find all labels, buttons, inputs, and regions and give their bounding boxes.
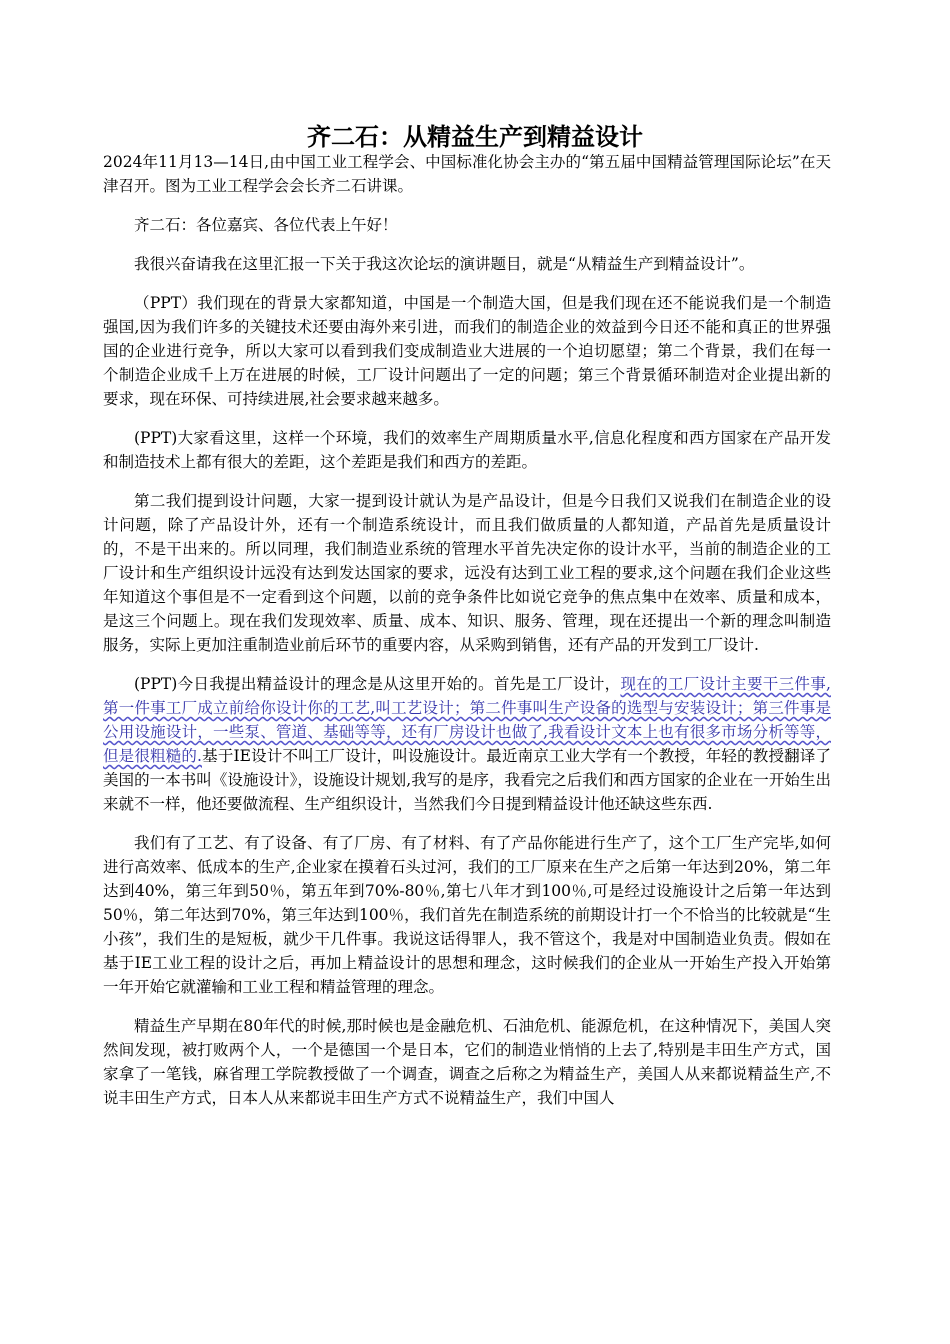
paragraph-design-problem: 第二我们提到设计问题，大家一提到设计就认为是产品设计，但是今日我们又说我们在制造企业的设计问题，除了产品设计外，还有一个制造系统设计，而且我们做质量的人都知道，产品首先是质量设计的，不是干出来的。所以同理，我们制造业系统的管理水平首先决定你的设计水平，当前的制造企业的工厂设计和生产组织设计远没有达到发达国家的要求，远没有达到工业工程的要求,这个问题在我们企业这些年知道这个事但是不一定看到这个问题，以前的竞争条件比如说它竞争的焦点集中在效率、质量和成本，是这三个问题上。现在我们发现效率、质量、成本、知识、服务、管理，现在还提出一个新的理念叫制造服务，实际上更加注重制造业前后环节的重要内容，从采购到销售，还有产品的开发到工厂设计. bbox=[103, 492, 831, 654]
paragraph-background: （PPT）我们现在的背景大家都知道，中国是一个制造大国，但是我们现在还不能说我们是一个制造强国,因为我们许多的关键技术还要由海外来引进，而我们的制造企业的效益到今日还不能和真正的世界强国的企业进行竞争，所以大家可以看到我们变成制造业大进展的一个迫切愿望；第二个背景，我们在每一个制造企业成千上万在进展的时候，工厂设计问题出了一定的问题；第三个背景循环制造对企业提出新的要求，现在环保、可持续进展,社会要求越来越多。 bbox=[103, 294, 831, 408]
highlighted-link-text[interactable]: 现在的工厂设计主要干三件事,第一件事工厂成立前给你设计你的工艺,叫工艺设计；第二件事叫生产设备的选型与安装设计；第三件事是公用设施设计，一些泵、管道、基础等等，还有厂房设计也做了,我看设计文本上也有很多市场分析等等，但是很粗糙的. bbox=[103, 675, 831, 765]
paragraph-intro: 2024年11月13—14日,由中国工业工程学会、中国标准化协会主办的“第五届中国精益管理国际论坛”在天津召开。图为工业工程学会会长齐二石讲课。 bbox=[103, 153, 831, 195]
article-title: 齐二石：从精益生产到精益设计 bbox=[307, 123, 643, 151]
paragraph-greeting: 齐二石：各位嘉宾、各位代表上午好！ bbox=[134, 216, 398, 234]
paragraph-lean-history: 精益生产早期在80年代的时候,那时候也是金融危机、石油危机、能源危机，在这种情况下，美国人突然间发现，被打败两个人，一个是德国一个是日本，它们的制造业悄悄的上去了,特别是丰田生产方式，国家拿了一笔钱，麻省理工学院教授做了一个调查，调查之后称之为精益生产，美国人从来都说精益生产,不说丰田生产方式，日本人从来都说丰田生产方式不说精益生产，我们中国人 bbox=[103, 1017, 831, 1107]
paragraph-lean-design-start: (PPT)今日我提出精益设计的理念是从这里开始的。首先是工厂设计， bbox=[134, 675, 621, 693]
paragraph-lean-design-end: 基于IE设计不叫工厂设计，叫设施设计。最近南京工业大学有一个教授，年轻的教授翻译了美国的一本书叫《设施设计》，设施设计规划,我写的是序，我看完之后我们和西方国家的企业在一开始生出来就不一样，他还要做流程、生产组织设计，当然我们今日提到精益设计他还缺这些东西. bbox=[103, 747, 831, 813]
paragraph-gap: (PPT)大家看这里，这样一个环境，我们的效率生产周期质量水平,信息化程度和西方国家在产品开发和制造技术上都有很大的差距，这个差距是我们和西方的差距。 bbox=[103, 429, 831, 471]
paragraph-factory-output: 我们有了工艺、有了设备、有了厂房、有了材料、有了产品你能进行生产了，这个工厂生产完毕,如何进行高效率、低成本的生产,企业家在摸着石头过河，我们的工厂原来在生产之后第一年达到20%，第二年达到40%，第三年到50％，第五年到70%-80％,第七八年才到100％,可是经过设施设计之后第一年达到50％，第二年达到70%，第三年达到100％，我们首先在制造系统的前期设计打一个不恰当的比较就是“生小孩”，我们生的是短板，就少干几件事。我说这话得罪人，我不管这个，我是对中国制造业负责。假如在基于IE工业工程的设计之后，再加上精益设计的思想和理念，这时候我们的企业从一开始生产投入开始第一年开始它就灌输和工业工程和精益管理的理念。 bbox=[103, 834, 831, 996]
paragraph-topic: 我很兴奋请我在这里汇报一下关于我这次论坛的演讲题目，就是“从精益生产到精益设计”。 bbox=[134, 255, 755, 273]
paragraph-lean-design bbox=[103, 672, 831, 816]
article-body bbox=[103, 150, 831, 1125]
